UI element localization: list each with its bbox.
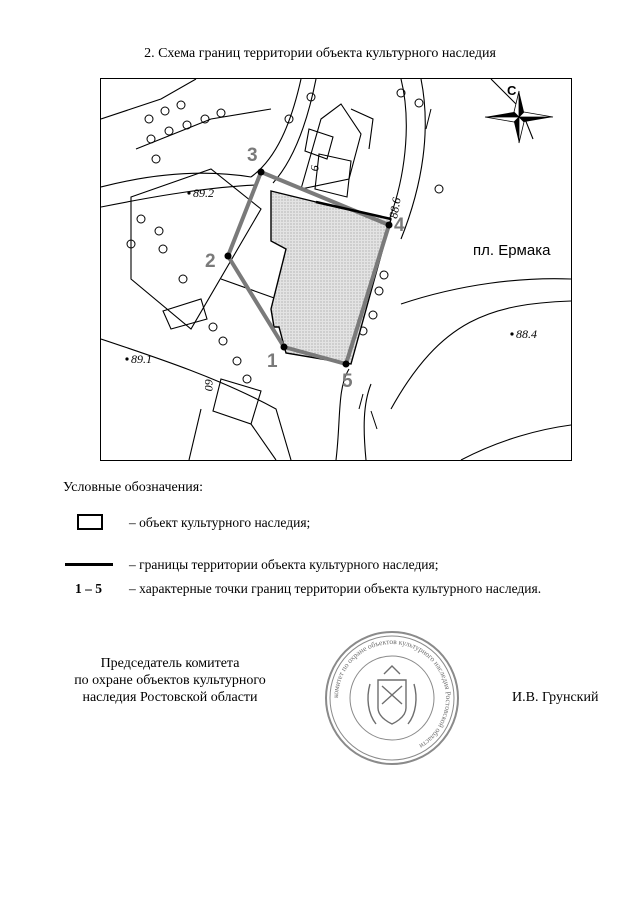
house-number-label: 60: [202, 379, 216, 391]
number-range-symbol: 1 – 5: [75, 581, 102, 596]
map-drawing: [101, 79, 571, 460]
elevation-label: 89.1: [131, 352, 152, 366]
square-label: пл. Ермака: [473, 242, 551, 259]
signer-position: [55, 655, 285, 706]
point-label-1: 1: [267, 351, 278, 372]
boundary-point-1: [281, 344, 288, 351]
signer-line: Председатель комитета: [100, 656, 240, 671]
rectangle-outline-icon: [63, 513, 115, 533]
svg-text:комитет по охране объектов кул: комитет по охране объектов культурного наследия Ростовской области: [330, 636, 454, 751]
compass-north-label: С: [507, 83, 517, 98]
legend-title: Условные обозначения:: [63, 480, 204, 495]
boundary-map: [100, 78, 572, 461]
legend-text: – объект культурного наследия;: [129, 515, 311, 530]
boundary-point-5: [343, 361, 350, 368]
legend-text: – характерные точки границ территории объекта культурного наследия.: [129, 581, 542, 596]
official-seal-icon: [322, 628, 462, 768]
point-label-5: 5: [342, 371, 353, 392]
elevation-label: 88.6: [386, 196, 404, 220]
legend-item-points: [63, 579, 623, 601]
coat-of-arms-icon: [368, 666, 416, 724]
signer-name: И.В. Грунский: [512, 690, 599, 705]
signer-line: по охране объектов культурного: [74, 673, 266, 688]
house-number-label: 9: [308, 165, 322, 171]
boundary-point-2: [225, 253, 232, 260]
point-label-2: 2: [205, 251, 216, 272]
point-label-4: 4: [394, 215, 405, 236]
elevation-label: 88.4: [516, 327, 537, 341]
page-title: 2. Схема границ территории объекта культурного наследия: [144, 46, 496, 61]
legend-item-object: [63, 513, 623, 535]
compass-rose-icon: [485, 83, 553, 143]
legend-text: – границы территории объекта культурного наследия;: [129, 557, 439, 572]
legend-item-boundary: [63, 555, 623, 577]
thick-line-icon: [63, 555, 115, 575]
boundary-point-4: [386, 222, 393, 229]
elevation-label: 89.2: [193, 186, 214, 200]
point-label-3: 3: [247, 145, 258, 166]
boundary-point-3: [258, 169, 265, 176]
signer-line: наследия Ростовской области: [82, 690, 258, 705]
